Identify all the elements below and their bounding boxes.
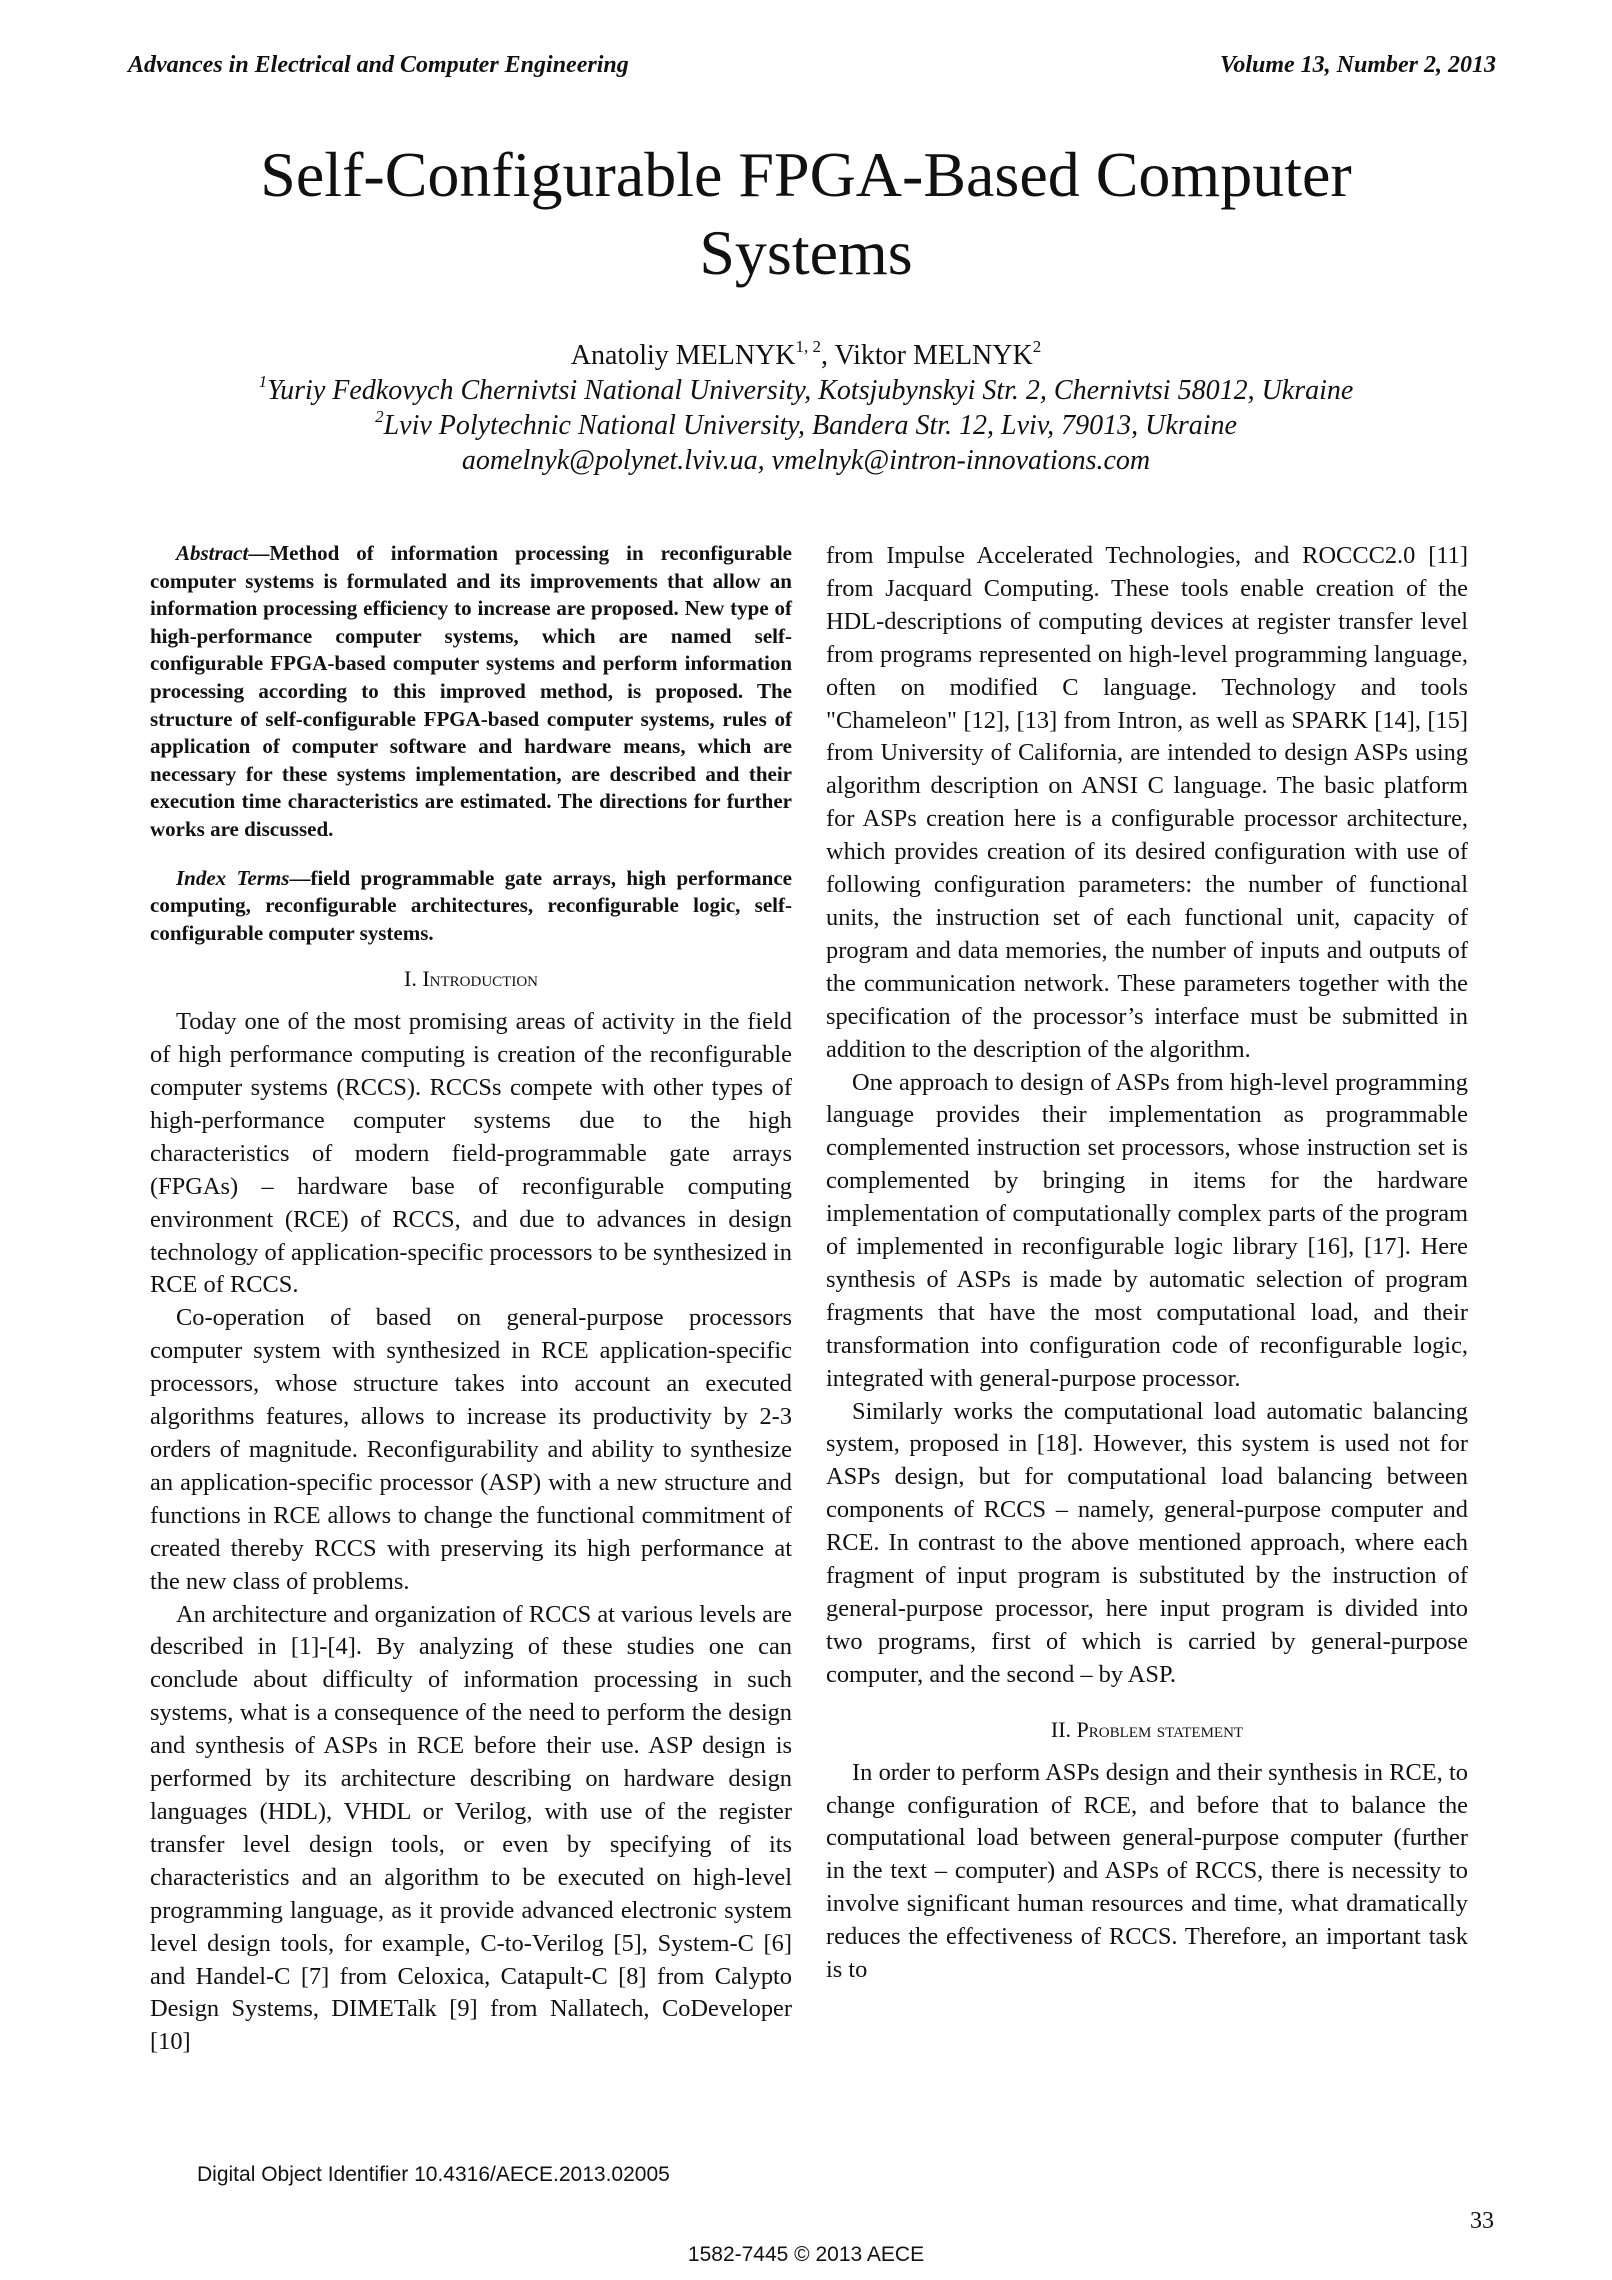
paper-title — [130, 136, 1482, 292]
section-title: Problem statement — [1076, 1716, 1244, 1742]
index-terms — [150, 865, 792, 948]
abstract — [150, 540, 792, 844]
section-title: Introduction — [422, 966, 538, 992]
author-block — [130, 338, 1482, 478]
running-header — [128, 52, 1496, 88]
author-emails: aomelnyk@polynet.lviv.ua, vmelnyk@intron-innovations.com — [461, 445, 1151, 476]
paragraph-continued: from Impulse Accelerated Technologies, and ROCCC2.0 [11] from Jacquard Computing. These tools enable creation of the HDL-descriptions of computing devices at register transfer level from programs represented on high-level programming language, often on modified C language. Technology and tools "Chameleon" [12], [13] from Intron, as well as SPARK [14], [15] from University of California, are intended to design ASPs using algorithm description on ANSI C language. The basic platform for ASPs creation here is a configurable processor architecture, which provides creation of its desired configuration with use of following configuration parameters: the number of functional units, the instruction set of each functional unit, capacity of program and data memories, the number of inputs and outputs of the communication network. These parameters together with the specification of the processor’s interface must be submitted in addition to the description of the algorithm. — [826, 542, 1468, 1063]
affiliation-1-text: Yuriy Fedkovych Chernivtsi National University, Kotsjubynskyi Str. 2, Chernivtsi 58012, Ukraine — [267, 375, 1354, 406]
title-line-1: Self-Configurable FPGA-Based Computer — [260, 139, 1352, 210]
author-2: Viktor MELNYK — [834, 340, 1033, 371]
author-1: Anatoliy MELNYK — [570, 340, 796, 371]
section-number: II. — [1050, 1716, 1072, 1742]
copyright-footer: 1582-7445 © 2013 AECE — [687, 2243, 925, 2266]
paragraph: Similarly works the computational load automatic balancing system, proposed in [18]. However, this system is used not for ASPs design, but for computational load balancing between components of RCCS – namely, general-purpose computer and RCE. In contrast to the above mentioned approach, where each fragment of input program is substituted by the instruction of general-purpose processor, here input program is divided into two programs, first of which is carried by general-purpose computer, and the second – by ASP. — [826, 1397, 1468, 1688]
index-terms-label: Index Terms — [176, 865, 290, 890]
index-terms-text: —field programmable gate arrays, high performance computing, reconfigurable architectures, reconfigurable logic, self-configurable computer systems. — [150, 865, 792, 945]
affiliation-2-text: Lviv Polytechnic National University, Bandera Str. 12, Lviv, 79013, Ukraine — [383, 410, 1237, 441]
author-separator: , — [821, 340, 835, 371]
left-column — [150, 540, 792, 2059]
section-heading-introduction — [150, 963, 792, 996]
paragraph: Co-operation of based on general-purpose processors computer system with synthesized in RCE application-specific processors, whose structure takes into account an executed algorithms features, allows to increase its productivity by 2-3 orders of magnitude. Reconfigurability and ability to synthesize an application-specific processor (ASP) with a new structure and functions in RCE allows to change the functional commitment of created thereby RCCS with preserving its high performance at the new class of problems. — [150, 1304, 792, 1595]
affiliation-1 — [130, 373, 1482, 408]
right-column — [826, 540, 1468, 1987]
section-number: I. — [404, 966, 417, 992]
affiliation-2-mark: 2 — [375, 406, 384, 426]
journal-name: Advances in Electrical and Computer Engineering — [128, 52, 629, 78]
paragraph: An architecture and organization of RCCS at various levels are described in [1]-[4]. By analyzing of these studies one can conclude about difficulty of information processing in such systems, what is a consequence of the need to perform the design and synthesis of ASPs in RCE before their use. ASP design is performed by its architecture describing on hardware design languages (HDL), VHDL or Verilog, with use of the register transfer level design tools, or even by specifying of its characteristics and an algorithm to be executed on high-level programming language, as it provide advanced electronic system level design tools, for example, C-to-Verilog [5], System-C [6] and Handel-C [7] from Celoxica, Catapult-C [8] from Calypto Design Systems, DIMETalk [9] from Nallatech, CoDeveloper [10] — [150, 1600, 792, 2056]
paragraph: One approach to design of ASPs from high-level programming language provides their implementation as programmable complemented instruction set processors, whose instruction set is complemented by bringing in items for the hardware implementation of computationally complex parts of the program of implemented in reconfigurable logic library [16], [17]. Here synthesis of ASPs is made by automatic selection of program fragments that have the most computational load, and their transformation into configuration code of reconfigurable logic, integrated with general-purpose processor. — [826, 1068, 1468, 1392]
affiliation-2 — [130, 408, 1482, 443]
author-1-affiliation-mark: 1, 2 — [795, 336, 822, 356]
page-number: 33 — [1470, 2208, 1494, 2234]
paragraph: Today one of the most promising areas of activity in the field of high performance computing is creation of the reconfigurable computer systems (RCCS). RCCSs compete with other types of high-performance computer systems due to the high characteristics of modern field-programmable gate arrays (FPGAs) – hardware base of reconfigurable computing environment (RCE) of RCCS, and due to advances in design technology of application-specific processors to be synthesized in RCE of RCCS. — [150, 1008, 792, 1299]
affiliation-1-mark: 1 — [258, 371, 268, 391]
author-2-affiliation-mark: 2 — [1032, 336, 1042, 356]
section-heading-problem-statement — [826, 1714, 1468, 1747]
abstract-text: —Method of information processing in reconfigurable computer systems is formulated and its improvements that allow an information processing efficiency to increase are proposed. New type of high-performance computer systems, which are named self-configurable FPGA-based computer systems and perform information processing according to this improved method, is proposed. The structure of self-configurable FPGA-based computer systems, rules of application of computer software and hardware means, which are necessary for these systems implementation, are described and their execution time characteristics are estimated. The directions for further works are discussed. — [150, 541, 792, 841]
paragraph: In order to perform ASPs design and their synthesis in RCE, to change configuration of RCE, and before that to balance the computational load between general-purpose computer (further in the text – computer) and ASPs of RCCS, there is necessity to involve significant human resources and time, what dramatically reduces the effectiveness of RCCS. Therefore, an important task is to — [826, 1758, 1468, 1984]
author-names — [130, 338, 1482, 373]
doi: Digital Object Identifier 10.4316/AECE.2013.02005 — [197, 2163, 670, 2186]
title-line-2: Systems — [699, 217, 913, 288]
abstract-label: Abstract — [176, 541, 249, 565]
volume-info: Volume 13, Number 2, 2013 — [1219, 52, 1496, 78]
